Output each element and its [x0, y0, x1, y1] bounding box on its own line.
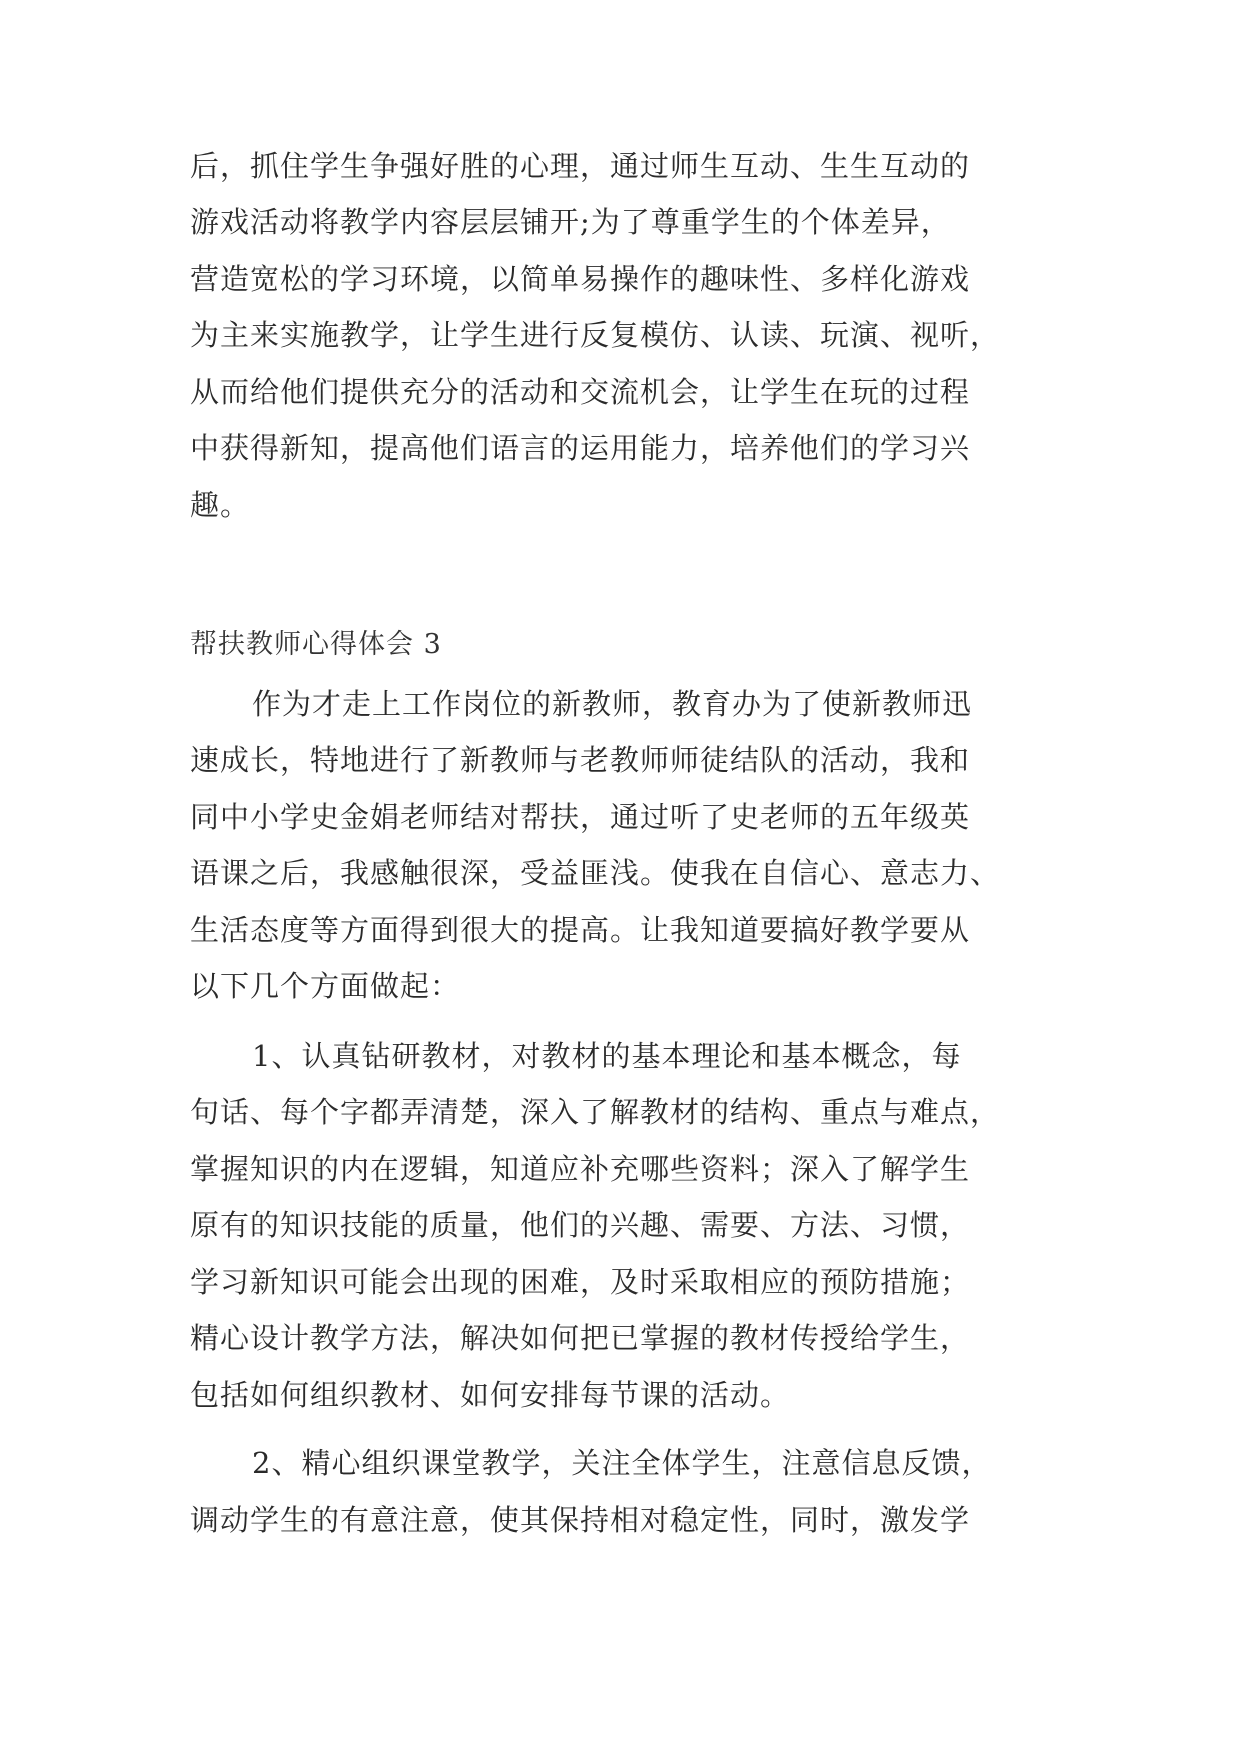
text-line: 句话、每个字都弄清楚，深入了解教材的结构、重点与难点，	[190, 1095, 1001, 1129]
text-line: 1、认真钻研教材，对教材的基本理论和基本概念，每	[252, 1039, 962, 1073]
text-line: 掌握知识的内在逻辑，知道应补充哪些资料；深入了解学生	[190, 1152, 971, 1186]
text-line: 速成长，特地进行了新教师与老教师师徒结队的活动，我和	[190, 743, 971, 777]
text-line: 以下几个方面做起：	[190, 969, 461, 1003]
text-line: 同中小学史金娟老师结对帮扶，通过听了史老师的五年级英	[190, 800, 971, 834]
text-line: 作为才走上工作岗位的新教师，教育办为了使新教师迅	[252, 687, 973, 721]
text-line: 2、精心组织课堂教学，关注全体学生，注意信息反馈，	[252, 1446, 992, 1480]
section-title: 帮扶教师心得体会 3	[190, 629, 442, 660]
text-line: 生活态度等方面得到很大的提高。让我知道要搞好教学要从	[190, 913, 971, 947]
text-line: 为主来实施教学，让学生进行反复模仿、认读、玩演、视听，	[190, 318, 1001, 352]
text-line: 原有的知识技能的质量，他们的兴趣、需要、方法、习惯，	[190, 1208, 971, 1242]
text-line: 调动学生的有意注意，使其保持相对稳定性，同时，激发学	[190, 1503, 971, 1537]
text-line: 营造宽松的学习环境，以简单易操作的趣味性、多样化游戏	[190, 262, 971, 296]
text-line: 精心设计教学方法，解决如何把已掌握的教材传授给学生，	[190, 1321, 971, 1355]
text-line: 后，抓住学生争强好胜的心理，通过师生互动、生生互动的	[190, 149, 971, 183]
text-line: 趣。	[190, 488, 251, 522]
text-line: 学习新知识可能会出现的困难，及时采取相应的预防措施；	[190, 1265, 971, 1299]
text-line: 语课之后，我感触很深，受益匪浅。使我在自信心、意志力、	[190, 856, 1001, 890]
text-line: 包括如何组织教材、如何安排每节课的活动。	[190, 1378, 791, 1412]
text-line: 游戏活动将教学内容层层铺开;为了尊重学生的个体差异，	[190, 205, 951, 239]
text-line: 从而给他们提供充分的活动和交流机会，让学生在玩的过程	[190, 375, 971, 409]
text-line: 中获得新知，提高他们语言的运用能力，培养他们的学习兴	[190, 431, 971, 465]
